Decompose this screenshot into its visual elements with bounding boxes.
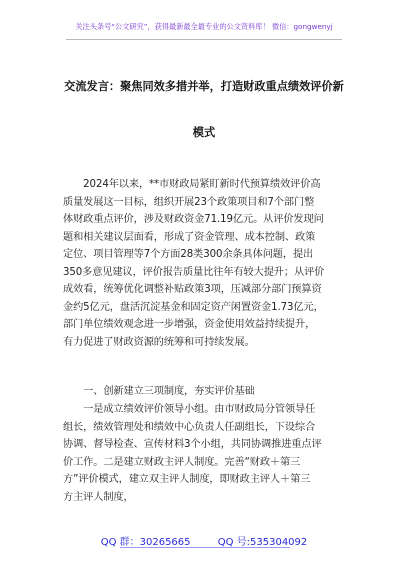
footer-contacts xyxy=(0,533,408,548)
page-title-line-1: 交流发言：聚焦同效多措并举，打造财政重点绩效评价新 xyxy=(64,80,344,93)
paragraph-line: 成效看，统筹优化调整补贴政策3项，压减部分部门预算资 xyxy=(63,284,322,295)
paragraph-line: 方”评价模式，建立双主评人制度，即财政主评人＋第三 xyxy=(63,474,311,485)
header-banner: 关注头条号“公文研究”，获得最新最全最专业的公文资料库！ 微信：gongwenyj xyxy=(75,22,333,31)
page-title-line-2: 模式 xyxy=(192,126,216,139)
paragraph-line: 一是成立绩效评价领导小组。由市财政局分管领导任 xyxy=(63,404,316,415)
paragraph-line: 方主评人制度， xyxy=(63,491,134,503)
footer-qq-number: QQ 号:535304092 xyxy=(217,537,308,548)
section-heading-text: 一、创新建立三项制度，夯实评价基础 xyxy=(63,386,255,397)
paragraph-line: 部门单位绩效观念进一步增强，资金使用效益持续提升， xyxy=(63,319,316,330)
paragraph-line: 组长，绩效管理处和绩效中心负责人任副组长，下设综合 xyxy=(63,421,316,433)
paragraph-line: 2024年以来，**市财政局紧盯新时代预算绩效评价高 xyxy=(63,179,321,190)
paragraph-line: 金约5亿元，盘活沉淀基金和固定资产闲置资金1.73亿元， xyxy=(63,301,324,313)
paragraph-line: 350多意见建议，评价报告质量比往年有较大提升；从评价 xyxy=(63,266,325,278)
paragraph-line: 价工作。二是建立财政主评人制度。完善“财政＋第三 xyxy=(63,456,301,468)
header-divider xyxy=(66,39,342,40)
paragraph-intro xyxy=(63,176,353,351)
paragraph-line: 定位、项目管理等7个方面28类300余条具体问题，提出 xyxy=(63,249,314,260)
section-heading xyxy=(63,383,353,401)
paragraph-line: 有力促进了财政资源的统筹和可持续发展。 xyxy=(63,336,255,348)
paragraph-line: 题和相关建议层面看，形成了资金管理、成本控制、政策 xyxy=(63,231,316,243)
paragraph-measures xyxy=(63,401,353,506)
paragraph-line: 协调、督导检查、宣传材料3个小组，共同协调推进重点评 xyxy=(63,439,322,450)
footer-divider xyxy=(120,547,290,548)
paragraph-line: 质量发展这一目标，组织开展23个政策项目和7个部门整 xyxy=(63,196,315,208)
paragraph-line: 体财政重点评价，涉及财政资金71.19亿元。从评价发现问 xyxy=(63,214,324,225)
footer-qq-group: QQ 群：30265665 xyxy=(100,537,191,548)
